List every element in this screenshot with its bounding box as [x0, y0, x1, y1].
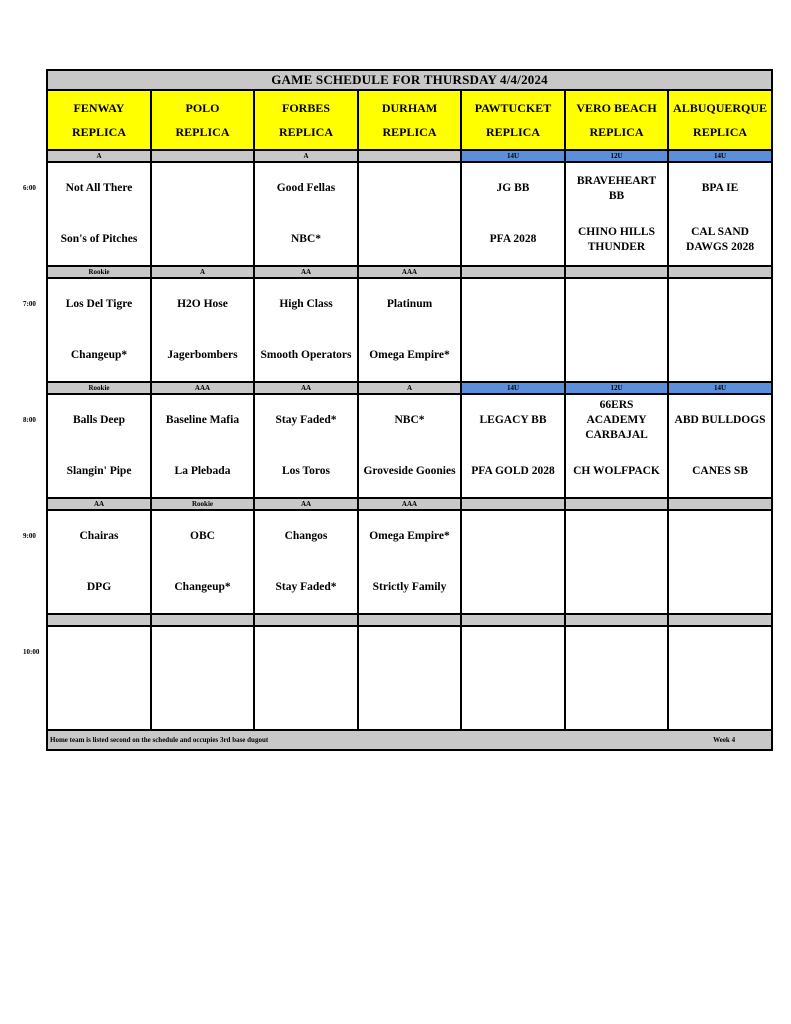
time-label: 9:00: [23, 532, 36, 540]
game-cell: [151, 394, 254, 498]
footer: [47, 730, 772, 750]
game-cell: [668, 394, 772, 498]
home-team: PFA GOLD 2028: [471, 465, 555, 477]
away-team: BPA IE: [701, 182, 739, 194]
field-name: VERO BEACH: [576, 101, 657, 115]
away-team: [669, 511, 771, 562]
away-team: [152, 627, 253, 678]
week-label: Week 4: [713, 736, 736, 744]
home-team: [152, 678, 253, 729]
away-team: [566, 279, 667, 330]
home-team: [566, 562, 667, 613]
away-team: Stay Faded*: [275, 414, 337, 426]
away-team: Baseline Mafia: [165, 414, 240, 426]
division-label: AA: [254, 498, 358, 510]
division-label: 14U: [461, 150, 565, 162]
away-team: Chairas: [79, 530, 119, 542]
game-cell: [47, 278, 151, 382]
game-cell: [461, 162, 565, 266]
division-label: AA: [47, 498, 151, 510]
time-label: 8:00: [23, 416, 36, 424]
footer-content: [48, 736, 771, 744]
game-cell: [358, 626, 461, 730]
game-cell: [47, 510, 151, 614]
division-label: Rookie: [47, 382, 151, 394]
game-cell: [151, 510, 254, 614]
home-team: Strictly Family: [372, 581, 447, 593]
home-team: [566, 678, 667, 729]
home-team: [359, 678, 460, 729]
home-team: CANES SB: [692, 465, 749, 477]
division-label: AAA: [358, 266, 461, 278]
game-cell: [151, 626, 254, 730]
division-label: A: [151, 266, 254, 278]
game-cell: [47, 394, 151, 498]
away-team: [152, 163, 253, 214]
division-label: [461, 266, 565, 278]
game-cell: [565, 278, 668, 382]
home-team: [462, 678, 564, 729]
game-cell: [358, 510, 461, 614]
game-cell: [461, 626, 565, 730]
away-team: [255, 627, 357, 678]
away-team: Platinum: [386, 298, 433, 310]
game-cell: [668, 626, 772, 730]
away-team: NBC*: [394, 414, 425, 426]
division-label: [565, 266, 668, 278]
field-name: FENWAY: [73, 101, 125, 115]
away-team: ABD BULLDOGS: [674, 414, 766, 426]
field-header-row: [47, 90, 772, 150]
field-header: [668, 90, 772, 150]
away-team: High Class: [279, 298, 333, 310]
division-row: [47, 382, 772, 394]
division-row: [47, 614, 772, 626]
game-row: [47, 510, 772, 614]
home-team: [48, 678, 150, 729]
home-team: Los Toros: [281, 465, 331, 477]
field-subtitle: REPLICA: [175, 125, 230, 139]
home-team: DPG: [86, 581, 112, 593]
game-row: [47, 278, 772, 382]
field-header: [254, 90, 358, 150]
division-label: [565, 614, 668, 626]
game-cell: [668, 510, 772, 614]
field-name: POLO: [185, 101, 220, 115]
away-team: H2O Hose: [177, 298, 228, 310]
home-team: Changeup*: [70, 349, 128, 361]
footer-row: [47, 730, 772, 750]
division-label: Rookie: [151, 498, 254, 510]
division-label: 14U: [461, 382, 565, 394]
game-cell: [565, 162, 668, 266]
field-subtitle: REPLICA: [71, 125, 126, 139]
home-team: [462, 562, 564, 613]
game-cell: [565, 394, 668, 498]
home-team: [359, 214, 460, 265]
page-title: GAME SCHEDULE FOR THURSDAY 4/4/2024: [47, 70, 772, 90]
time-label: 6:00: [23, 184, 36, 192]
away-team: Changos: [284, 530, 328, 542]
division-label: [47, 614, 151, 626]
away-team: [359, 627, 460, 678]
away-team: [669, 279, 771, 330]
field-name: PAWTUCKET: [474, 101, 552, 115]
field-subtitle: REPLICA: [278, 125, 333, 139]
footer-note: Home team is listed second on the schedule and occupies 3rd base dugout: [50, 736, 269, 744]
game-row: [47, 394, 772, 498]
game-cell: [358, 278, 461, 382]
away-team: LEGACY BB: [479, 414, 547, 426]
game-cell: [254, 626, 358, 730]
field-subtitle: REPLICA: [589, 125, 644, 139]
away-team: BRAVEHEART BB: [576, 174, 657, 202]
division-label: [151, 150, 254, 162]
away-team: OBC: [190, 530, 215, 542]
game-cell: [461, 394, 565, 498]
game-cell: [461, 278, 565, 382]
home-team: Omega Empire*: [369, 349, 450, 361]
away-team: [462, 627, 564, 678]
schedule-table: [46, 69, 773, 751]
division-label: A: [254, 150, 358, 162]
home-team: Groveside Goonies: [363, 465, 456, 477]
home-team: Son's of Pitches: [60, 233, 138, 245]
division-label: [254, 614, 358, 626]
game-cell: [565, 510, 668, 614]
division-label: 12U: [565, 382, 668, 394]
home-team: [669, 562, 771, 613]
home-team: [255, 678, 357, 729]
division-label: AAA: [358, 498, 461, 510]
division-label: AA: [254, 266, 358, 278]
division-label: [151, 614, 254, 626]
division-row: [47, 498, 772, 510]
away-team: [566, 511, 667, 562]
home-team: Jagerbombers: [167, 349, 238, 361]
field-name: ALBUQUERQUE: [673, 101, 768, 115]
away-team: [669, 627, 771, 678]
game-cell: [47, 162, 151, 266]
division-label: A: [358, 382, 461, 394]
home-team: NBC*: [290, 233, 322, 245]
home-team: Stay Faded*: [275, 581, 337, 593]
game-cell: [254, 394, 358, 498]
home-team: [462, 330, 564, 381]
field-header: [565, 90, 668, 150]
away-team: [359, 163, 460, 214]
field-subtitle: REPLICA: [485, 125, 540, 139]
home-team: La Plebada: [174, 465, 231, 477]
away-team: JG BB: [496, 182, 530, 194]
home-team: Slangin' Pipe: [66, 465, 132, 477]
division-label: [358, 614, 461, 626]
division-label: [668, 266, 772, 278]
division-label: Rookie: [47, 266, 151, 278]
away-team: Balls Deep: [72, 414, 126, 426]
away-team: [566, 627, 667, 678]
away-team: [462, 279, 564, 330]
game-cell: [151, 278, 254, 382]
division-label: [668, 498, 772, 510]
time-label: 10:00: [23, 648, 40, 656]
division-label: [461, 614, 565, 626]
division-label: [668, 614, 772, 626]
field-name: FORBES: [281, 101, 330, 115]
away-team: Omega Empire*: [369, 530, 450, 542]
home-team: Smooth Operators: [260, 349, 352, 361]
game-cell: [358, 394, 461, 498]
home-team: [669, 678, 771, 729]
home-team: CH WOLFPACK: [573, 465, 660, 477]
home-team: [152, 214, 253, 265]
division-label: 14U: [668, 382, 772, 394]
game-cell: [668, 278, 772, 382]
field-header: [358, 90, 461, 150]
game-cell: [358, 162, 461, 266]
field-subtitle: REPLICA: [382, 125, 437, 139]
field-header: [461, 90, 565, 150]
away-team: [462, 511, 564, 562]
game-row: [47, 162, 772, 266]
home-team: [566, 330, 667, 381]
home-team: [669, 330, 771, 381]
field-header: [151, 90, 254, 150]
division-label: [358, 150, 461, 162]
division-label: A: [47, 150, 151, 162]
game-cell: [47, 626, 151, 730]
away-team: [48, 627, 150, 678]
field-subtitle: REPLICA: [693, 125, 748, 139]
division-label: [461, 498, 565, 510]
home-team: PFA 2028: [489, 233, 537, 245]
home-team: Changeup*: [174, 581, 231, 593]
field-name: DURHAM: [381, 101, 438, 115]
game-cell: [254, 510, 358, 614]
game-row: [47, 626, 772, 730]
home-team: CAL SAND DAWGS 2028: [686, 225, 755, 253]
division-label: 14U: [668, 150, 772, 162]
field-header: [47, 90, 151, 150]
division-label: 12U: [565, 150, 668, 162]
away-team: 66ERS ACADEMY CARBAJAL: [585, 399, 648, 441]
time-label: 7:00: [23, 300, 36, 308]
division-row: [47, 150, 772, 162]
away-team: Los Del Tigre: [65, 298, 133, 310]
division-label: AA: [254, 382, 358, 394]
game-cell: [668, 162, 772, 266]
game-cell: [254, 162, 358, 266]
game-cell: [254, 278, 358, 382]
away-team: Good Fellas: [276, 182, 336, 194]
away-team: Not All There: [65, 182, 133, 194]
division-label: AAA: [151, 382, 254, 394]
time-column: [0, 0, 46, 1024]
division-row: [47, 266, 772, 278]
game-cell: [151, 162, 254, 266]
game-cell: [565, 626, 668, 730]
home-team: CHINO HILLS THUNDER: [577, 225, 655, 253]
game-cell: [461, 510, 565, 614]
division-label: [565, 498, 668, 510]
